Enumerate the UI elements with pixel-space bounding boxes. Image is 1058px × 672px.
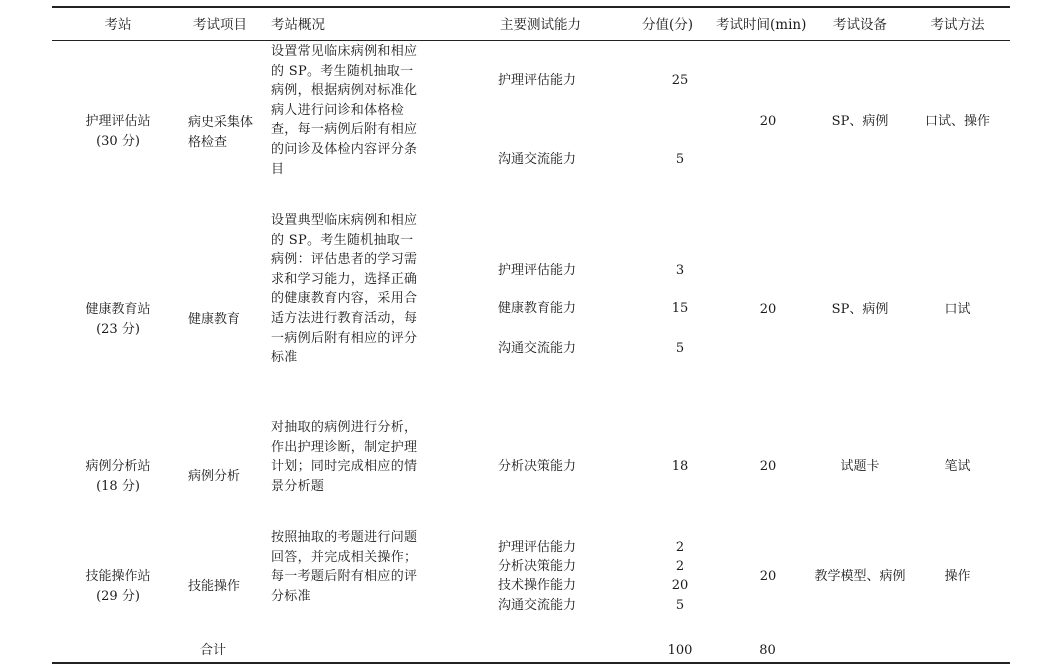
exam-method: 笔试 bbox=[944, 459, 971, 474]
score-value: 2 bbox=[675, 540, 685, 555]
total-label: 合计 bbox=[199, 643, 226, 658]
header-overview: 考站概况 bbox=[271, 17, 325, 33]
score-value: 2 bbox=[675, 559, 685, 574]
header-item: 考试项目 bbox=[193, 17, 247, 33]
station-overview: 对抽取的病例进行分析，作出护理诊断，制定护理计划；同时完成相应的情景分析题 bbox=[271, 420, 418, 494]
exam-equipment: SP、病例 bbox=[831, 114, 889, 129]
ability: 沟通交流能力 bbox=[498, 598, 577, 613]
exam-equipment: 教学模型、病例 bbox=[814, 569, 906, 584]
station-overview: 按照抽取的考题进行问题回答，并完成相关操作；每一考题后附有相应的评分标准 bbox=[271, 530, 418, 604]
score-value: 25 bbox=[671, 73, 689, 88]
exam-method: 口试、操作 bbox=[924, 114, 990, 129]
total-score: 100 bbox=[667, 643, 693, 658]
table-bottom-rule bbox=[52, 662, 1010, 664]
ability: 护理评估能力 bbox=[498, 263, 577, 278]
score-value: 18 bbox=[671, 459, 689, 474]
station-name: 病例分析站 bbox=[85, 459, 151, 474]
exam-time: 20 bbox=[759, 114, 777, 129]
exam-time: 20 bbox=[759, 569, 777, 584]
station-score: (23 分) bbox=[96, 322, 140, 337]
header-time: 考试时间(min) bbox=[716, 17, 807, 33]
ability: 健康教育能力 bbox=[498, 301, 577, 316]
score-value: 3 bbox=[675, 263, 685, 278]
score-value: 15 bbox=[671, 301, 689, 316]
exam-method: 操作 bbox=[944, 569, 971, 584]
exam-item: 病史采集体格检查 bbox=[188, 115, 254, 150]
exam-item: 健康教育 bbox=[188, 312, 241, 327]
score-value: 20 bbox=[671, 578, 689, 593]
score-value: 5 bbox=[675, 152, 685, 167]
header-score: 分值(分) bbox=[642, 17, 694, 33]
exam-method: 口试 bbox=[944, 302, 971, 317]
ability: 分析决策能力 bbox=[498, 459, 577, 474]
score-value: 5 bbox=[675, 341, 685, 356]
exam-equipment: 试题卡 bbox=[840, 459, 880, 474]
score-value: 5 bbox=[675, 598, 685, 613]
exam-time: 20 bbox=[759, 302, 777, 317]
header-equipment: 考试设备 bbox=[833, 17, 887, 33]
ability: 沟通交流能力 bbox=[498, 152, 577, 167]
exam-item: 技能操作 bbox=[188, 579, 241, 594]
exam-equipment: SP、病例 bbox=[831, 302, 889, 317]
ability: 分析决策能力 bbox=[498, 559, 577, 574]
ability: 沟通交流能力 bbox=[498, 341, 577, 356]
ability: 技术操作能力 bbox=[498, 578, 577, 593]
station-name: 技能操作站 bbox=[85, 569, 151, 584]
station-overview: 设置常见临床病例和相应的 SP。考生随机抽取一病例，根据病例对标准化病人进行问诊和体格检查，每一病例后附有相应的问诊及体检内容评分条目 bbox=[271, 44, 418, 177]
exam-time: 20 bbox=[759, 459, 777, 474]
header-method: 考试方法 bbox=[930, 17, 985, 33]
header-ability: 主要测试能力 bbox=[500, 17, 581, 33]
station-name: 健康教育站 bbox=[85, 302, 151, 317]
header-rule bbox=[52, 40, 1010, 41]
station-score: (18 分) bbox=[96, 479, 140, 494]
station-overview: 设置典型临床病例和相应的 SP。考生随机抽取一病例：评估患者的学习需求和学习能力，选择正确的健康教育内容，采用合适方法进行教育活动，每一病例后附有相应的评分标准 bbox=[271, 213, 418, 366]
ability: 护理评估能力 bbox=[498, 540, 577, 555]
station-name: 护理评估站 bbox=[85, 114, 151, 129]
total-time: 80 bbox=[759, 643, 776, 658]
station-score: (30 分) bbox=[96, 134, 140, 149]
table-top-rule bbox=[52, 6, 1010, 8]
exam-item: 病例分析 bbox=[188, 469, 241, 484]
station-score: (29 分) bbox=[96, 589, 140, 604]
ability: 护理评估能力 bbox=[498, 73, 577, 88]
header-station: 考站 bbox=[104, 17, 132, 33]
